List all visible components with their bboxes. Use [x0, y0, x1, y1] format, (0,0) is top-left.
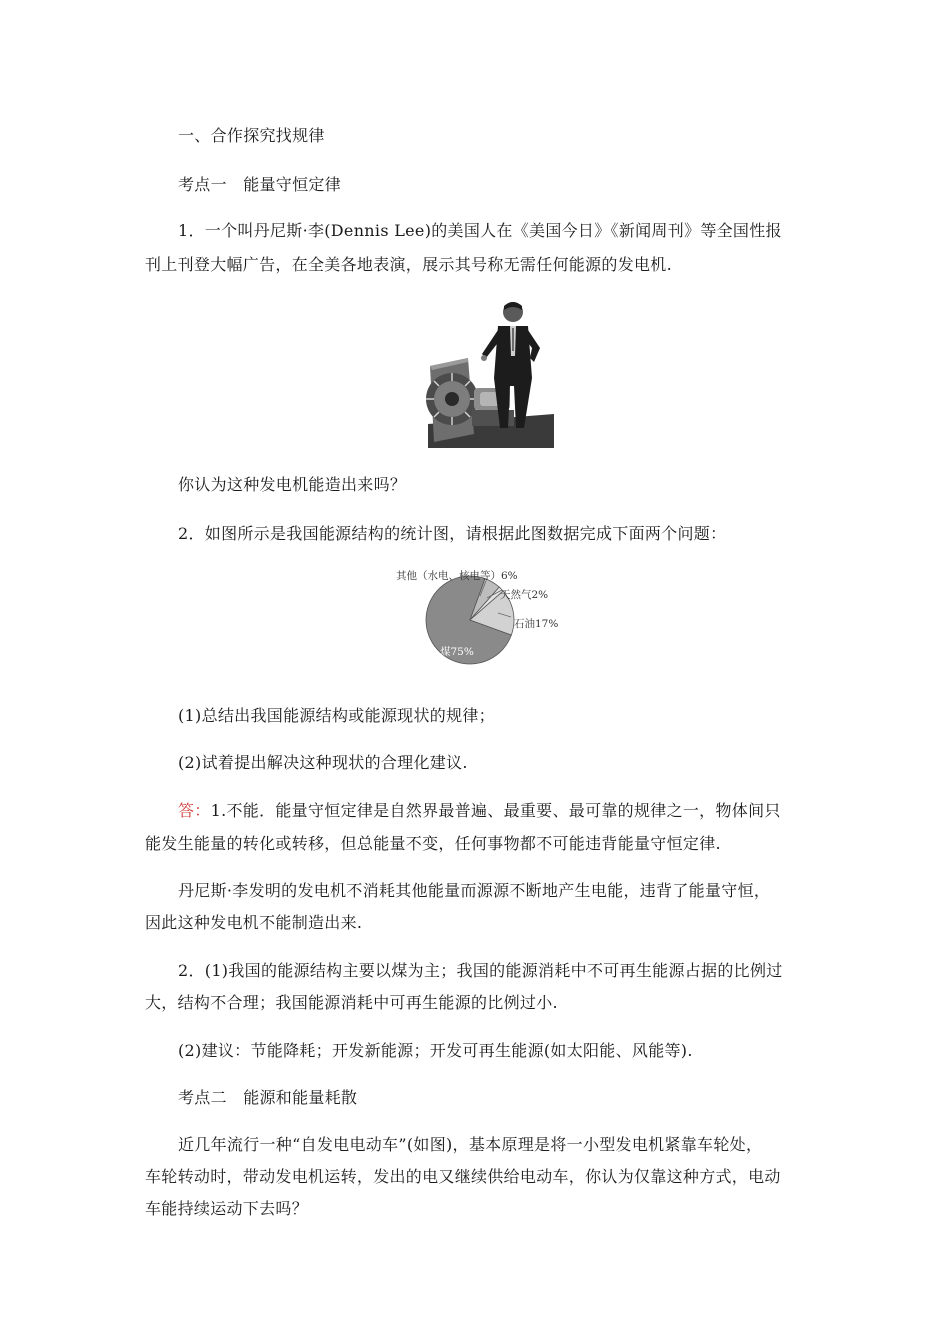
- answer-line6: 大，结构不合理；我国能源消耗中可再生能源的比例过小.: [145, 993, 558, 1012]
- q1-text-line2: 刊上刊登大幅广告，在全美各地表演，展示其号称无需任何能源的发电机.: [145, 255, 672, 274]
- sub-question-2: (2)试着提出解决这种现状的合理化建议.: [178, 753, 468, 772]
- section-title: 一、合作探究找规律: [178, 126, 325, 145]
- answer-line1: [178, 801, 815, 821]
- answer-line3: 丹尼斯·李发明的发电机不消耗其他能量而源源不断地产生电能，违背了能量守恒，: [178, 881, 771, 900]
- pie-label-other: 其他（水电、核电等）6%: [396, 570, 518, 582]
- q1-question: 你认为这种发电机能造出来吗？: [178, 475, 407, 494]
- pie-label-coal: 煤75%: [440, 646, 474, 658]
- pie-label-oil: 石油17%: [514, 618, 559, 630]
- pie-label-gas: 天然气2%: [500, 589, 549, 601]
- q2-text: 2．如图所示是我国能源结构的统计图，请根据此图数据完成下面两个问题：: [178, 524, 727, 543]
- sub-question-1: (1)总结出我国能源结构或能源现状的规律；: [178, 706, 495, 725]
- point2-text-line3: 车能持续运动下去吗？: [145, 1199, 309, 1218]
- q1-text-line1: 1．一个叫丹尼斯·李(Dennis Lee)的美国人在《美国今日》《新闻周刊》等全国性报: [178, 221, 782, 240]
- answer-line7: (2)建议：节能降耗；开发新能源；开发可再生能源(如太阳能、风能等).: [178, 1041, 693, 1060]
- point2-heading: 考点二 能源和能量耗散: [178, 1088, 358, 1107]
- point2-text-line2: 车轮转动时，带动发电机运转，发出的电又继续供给电动车，你认为仅靠这种方式，电动: [145, 1167, 781, 1186]
- point1-heading: 考点一 能量守恒定律: [178, 175, 342, 194]
- point2-text-line1: 近几年流行一种“自发电电动车”(如图)，基本原理是将一小型发电机紧靠车轮处，: [178, 1135, 763, 1154]
- answer-line5: 2．(1)我国的能源结构主要以煤为主；我国的能源消耗中不可再生能源占据的比例过: [178, 961, 783, 980]
- answer-1-text: 1.不能．能量守恒定律是自然界最普遍、最重要、最可靠的规律之一，物体间只: [210, 801, 781, 820]
- answer-line4: 因此这种发电机不能制造出来.: [145, 913, 363, 932]
- energy-structure-pie-chart: [396, 565, 580, 675]
- answer-tag: 答：: [178, 801, 211, 820]
- generator-photo: [428, 296, 554, 448]
- answer-line2: 能发生能量的转化或转移，但总能量不变，任何事物都不可能违背能量守恒定律.: [145, 834, 721, 853]
